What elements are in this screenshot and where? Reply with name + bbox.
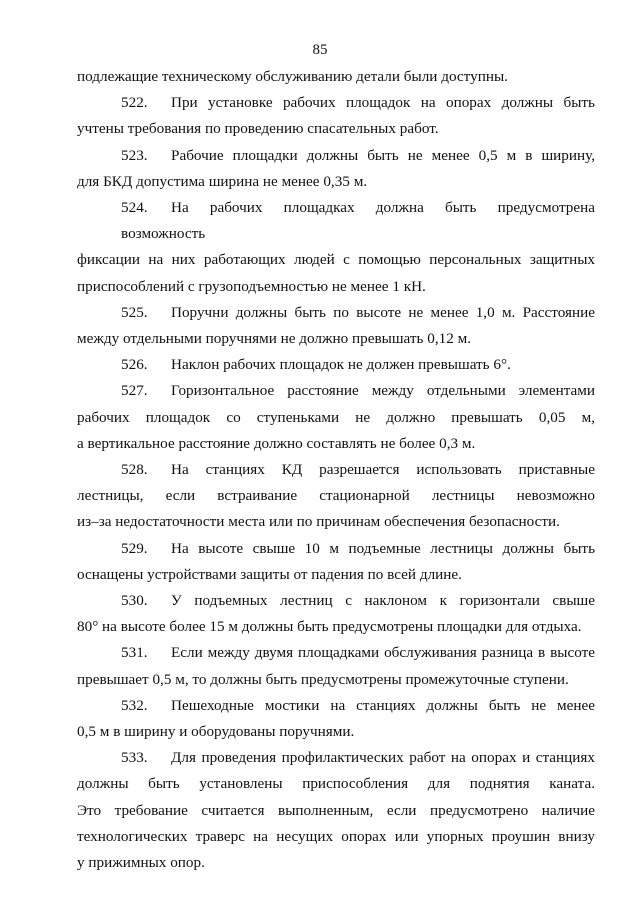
paragraph-524 <box>77 195 595 300</box>
paragraph-first-line <box>77 536 595 562</box>
paragraph-first-line <box>77 640 595 666</box>
paragraph-number: 525. <box>121 303 148 321</box>
paragraph-continuation <box>77 64 595 90</box>
paragraph-527 <box>77 378 595 457</box>
page-number: 85 <box>312 42 328 58</box>
paragraph-line-text: У подъемных лестниц с наклоном к горизонтали свыше <box>171 592 595 610</box>
paragraph-523 <box>77 143 595 195</box>
paragraph-line: у прижимных опор. <box>77 854 205 872</box>
paragraph-line-text: Для проведения профилактических работ на опорах и станциях <box>171 749 595 767</box>
paragraph-530 <box>77 588 595 640</box>
paragraph-line: между отдельными поручнями не должно превышать 0,12 м. <box>77 330 472 348</box>
paragraph-number: 528. <box>121 461 148 479</box>
paragraph-line: технологических траверс на несущих опорах или упорных проушин внизу <box>77 827 595 845</box>
paragraph-line-text: На рабочих площадках должна быть предусмотрена возможность <box>121 199 595 243</box>
paragraph-line-text: Поручни должны быть по высоте не менее 1,0 м. Расстояние <box>171 303 595 321</box>
paragraph-528 <box>77 457 595 536</box>
paragraph-first-line <box>77 693 595 719</box>
paragraph-line: Это требование считается выполненным, если предусмотрено наличие <box>77 801 595 819</box>
paragraph-line: лестницы, если встраивание стационарной лестницы невозможно <box>77 487 595 505</box>
paragraph-number: 524. <box>121 199 148 217</box>
paragraph-532 <box>77 693 595 745</box>
paragraph-line: должны быть установлены приспособления для поднятия каната. <box>77 775 595 793</box>
paragraph-first-line <box>77 90 595 116</box>
paragraph-first-line <box>77 745 595 771</box>
paragraph-line-text: Рабочие площадки должны быть не менее 0,5 м в ширину, <box>171 146 595 164</box>
paragraph-number: 526. <box>121 356 148 374</box>
paragraph-number: 523. <box>121 146 148 164</box>
paragraph-529 <box>77 536 595 588</box>
paragraph-number: 529. <box>121 539 148 557</box>
paragraph-first-line <box>77 588 595 614</box>
paragraph-line: из–за недостаточности места или по причинам обеспечения безопасности. <box>77 513 560 531</box>
paragraph-line-text: Пешеходные мостики на станциях должны быть не менее <box>171 696 595 714</box>
paragraph-line-text: Горизонтальное расстояние между отдельными элементами <box>171 382 595 400</box>
paragraph-first-line <box>77 195 595 247</box>
paragraph-533 <box>77 745 595 876</box>
paragraph-line: учтены требования по проведению спасательных работ. <box>77 120 439 138</box>
paragraph-line: а вертикальное расстояние должно составлять не более 0,3 м. <box>77 434 476 452</box>
paragraph-line: рабочих площадок со ступеньками не должно превышать 0,05 м, <box>77 408 595 426</box>
paragraph-line: подлежащие техническому обслуживанию детали были доступны. <box>77 68 508 85</box>
paragraph-531 <box>77 640 595 692</box>
paragraph-line-text: Наклон рабочих площадок не должен превышать 6°. <box>171 356 511 374</box>
paragraph-522 <box>77 90 595 142</box>
paragraph-line-text: На высоте свыше 10 м подъемные лестницы должны быть <box>171 539 595 557</box>
paragraph-line: приспособлений с грузоподъемностью не менее 1 кН. <box>77 277 426 295</box>
paragraph-line: для БКД допустима ширина не менее 0,35 м. <box>77 172 368 190</box>
paragraph-line: оснащены устройствами защиты от падения по всей длине. <box>77 565 462 583</box>
paragraph-line: 0,5 м в ширину и оборудованы поручнями. <box>77 723 355 741</box>
paragraph-number: 531. <box>121 644 148 662</box>
document-body <box>77 64 595 876</box>
paragraph-line: фиксации на них работающих людей с помощью персональных защитных <box>77 251 595 269</box>
paragraph-number: 532. <box>121 696 148 714</box>
paragraph-line-text: При установке рабочих площадок на опорах должны быть <box>171 94 595 112</box>
paragraph-526 <box>77 352 595 378</box>
paragraph-first-line <box>77 457 595 483</box>
paragraph-number: 522. <box>121 94 148 112</box>
paragraph-first-line <box>77 143 595 169</box>
paragraph-number: 527. <box>121 382 148 400</box>
paragraph-525 <box>77 300 595 352</box>
paragraph-line: 80° на высоте более 15 м должны быть предусмотрены площадки для отдыха. <box>77 618 582 636</box>
paragraph-number: 533. <box>121 749 148 767</box>
paragraph-line: превышает 0,5 м, то должны быть предусмотрены промежуточные ступени. <box>77 670 569 688</box>
paragraph-first-line <box>77 378 595 404</box>
paragraph-number: 530. <box>121 592 148 610</box>
paragraph-first-line <box>77 300 595 326</box>
paragraph-line-text: Если между двумя площадками обслуживания разница в высоте <box>171 644 595 662</box>
paragraph-line-text: На станциях КД разрешается использовать приставные <box>171 461 595 479</box>
paragraph-first-line <box>77 352 595 378</box>
